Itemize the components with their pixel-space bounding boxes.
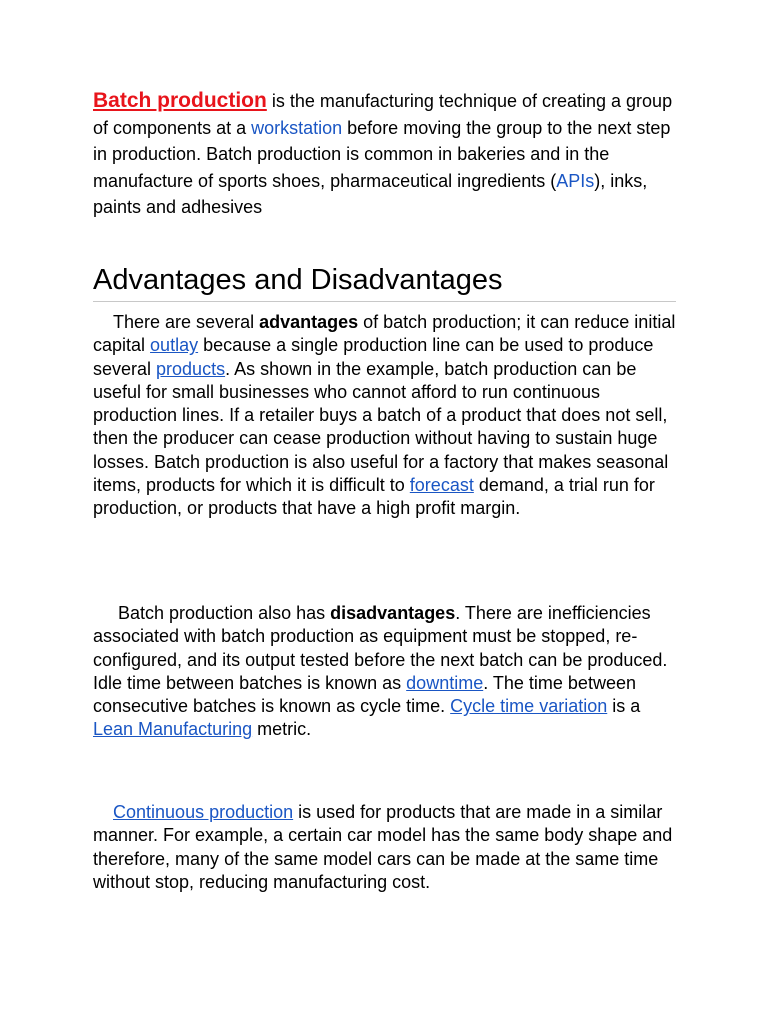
disadvantages-bold: disadvantages [330, 603, 456, 623]
outlay-link[interactable]: outlay [150, 335, 199, 356]
apis-link[interactable]: APIs [556, 170, 595, 191]
p1-text-1: There are several [113, 312, 260, 332]
intro-text-1: is the manufacturing technique of creating a group of components at a [93, 91, 673, 138]
batch-production-term[interactable]: Batch production [93, 89, 267, 112]
p2-text-4: is a [607, 696, 641, 717]
intro-text-2: before moving the group to the next step in production. Batch production is common in bakeries and in the manufacture of sports shoes, pharmaceutical ingredients ( [93, 117, 671, 191]
p1-text-5: demand, a trial run for production, or products that have a high profit margin. [93, 475, 655, 519]
disadvantages-paragraph [93, 602, 683, 742]
advantages-paragraph [93, 311, 683, 521]
advantages-bold: advantages [259, 312, 359, 332]
lean-manufacturing-link[interactable]: Lean Manufacturing [93, 719, 253, 740]
downtime-link[interactable]: downtime [406, 672, 484, 693]
p2-text-3: . The time between consecutive batches is known as cycle time. [93, 672, 636, 717]
indent [93, 603, 118, 623]
intro-text-3: ), inks, paints and adhesives [93, 170, 648, 218]
p1-text-4: . As shown in the example, batch production can be useful for small businesses who cannot afford to run continuous production lines. If a retailer buys a batch of a product that does not sell, then the producer can cease production without having to sustain huge losses. Batch production is also useful for a factory that makes seasonal items, products for which it is difficult to [93, 358, 669, 496]
p1-text-2: of batch production; it can reduce initial capital [93, 312, 676, 356]
p1-text-3: because a single production line can be used to produce several [93, 335, 654, 379]
p2-text-1: Batch production also has [118, 603, 331, 623]
products-link[interactable]: products [156, 358, 226, 379]
section-heading: Advantages and Disadvantages [93, 262, 676, 302]
intro-paragraph [93, 88, 683, 221]
p2-text-5: metric. [252, 719, 312, 740]
cycle-time-variation-link[interactable]: Cycle time variation [450, 696, 608, 717]
workstation-link[interactable]: workstation [251, 117, 343, 138]
p3-text-1: is used for products that are made in a similar manner. For example, a certain car model has the same body shape and therefore, many of the same model cars can be made at the same time without stop, reducing manufacturing cost. [93, 802, 673, 892]
p2-text-2: . There are inefficiencies associated with batch production as equipment must be stopped, re-configured, and its output tested before the next batch can be produced. Idle time between batches is known as [93, 603, 668, 693]
forecast-link[interactable]: forecast [409, 475, 474, 496]
indent [93, 802, 113, 822]
continuous-production-paragraph [93, 801, 683, 894]
continuous-production-link[interactable]: Continuous production [113, 802, 294, 822]
indent [93, 312, 113, 332]
